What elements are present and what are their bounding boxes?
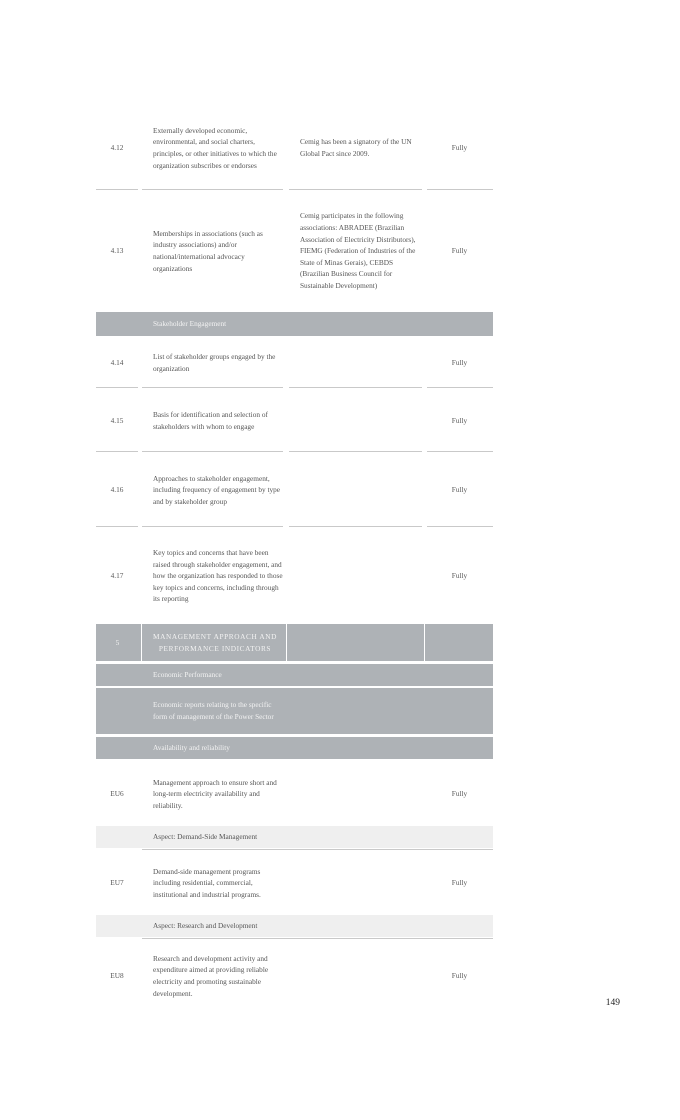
table-row xyxy=(96,340,493,386)
indicator-number: EU8 xyxy=(110,971,124,981)
indicator-status: Fully xyxy=(451,416,468,426)
indicator-description: Key topics and concerns that have been raised through stakeholder engagement, and how the organization has responded to those key topics and concerns, including through its reporting xyxy=(153,548,283,604)
section-title: Stakeholder Engagement xyxy=(153,319,227,329)
indicator-description: Memberships in associations (such as industry associations) and/or national/international advocacy organizations xyxy=(153,228,263,273)
subsection-title: Availability and reliability xyxy=(153,743,230,753)
table-row xyxy=(96,392,493,450)
aspect-demand-side-management xyxy=(96,826,493,848)
indicator-description: Externally developed economic, environmental, and social charters, principles, or other initiatives to which the organization subscribes or endorses xyxy=(153,125,277,170)
subsection-economic-reports xyxy=(96,688,493,734)
page-number: 149 xyxy=(605,998,620,1008)
indicator-status: Fully xyxy=(451,878,468,888)
table-row xyxy=(96,768,493,820)
indicator-comment: Cemig participates in the following associations: ABRADEE (Brazilian Association of Electricity Distributors), FIEMG (Federation of Industries of the State of Minas Gerais), CEBDS (Brazilian Business Council for Sustainable Development) xyxy=(300,211,416,290)
indicator-description: Approaches to stakeholder engagement, including frequency of engagement by type and by stakeholder group xyxy=(153,473,281,506)
row-divider xyxy=(96,451,493,452)
section-header-stakeholder-engagement xyxy=(96,312,493,336)
subsection-economic-performance xyxy=(96,664,493,686)
indicator-number: 4.17 xyxy=(110,571,124,581)
indicator-status: Fully xyxy=(451,971,468,981)
row-divider xyxy=(96,938,493,939)
indicator-description: List of stakeholder groups engaged by the organization xyxy=(153,352,276,373)
indicator-status: Fully xyxy=(451,571,468,581)
indicator-comment: Cemig has been a signatory of the UN Global Pact since 2009. xyxy=(300,137,412,158)
indicator-number: EU6 xyxy=(110,789,124,799)
table-row xyxy=(96,458,493,522)
subsection-title: Economic Performance xyxy=(153,670,222,680)
indicator-number: 4.14 xyxy=(110,358,124,368)
indicator-description: Management approach to ensure short and long-term electricity availability and reliability. xyxy=(153,777,277,810)
aspect-title: Aspect: Demand-Side Management xyxy=(153,832,258,842)
indicator-description: Demand-side management programs including residential, commercial, institutional and industrial programs. xyxy=(153,866,261,899)
indicator-number: 4.15 xyxy=(110,416,124,426)
row-divider xyxy=(96,526,493,527)
subsection-availability-reliability xyxy=(96,737,493,759)
section-title: MANAGEMENT APPROACH AND PERFORMANCE INDICATORS xyxy=(153,631,277,653)
table-row xyxy=(96,858,493,908)
indicator-status: Fully xyxy=(451,789,468,799)
indicator-description: Basis for identification and selection of stakeholders with whom to engage xyxy=(153,410,268,431)
table-row xyxy=(96,534,493,618)
indicator-status: Fully xyxy=(451,246,468,256)
indicator-description: Research and development activity and expenditure aimed at providing reliable electricity and promoting sustainable development. xyxy=(153,953,269,998)
aspect-title: Aspect: Research and Development xyxy=(153,921,258,931)
row-divider xyxy=(96,387,493,388)
indicator-number: 4.16 xyxy=(110,485,124,495)
table-row xyxy=(96,108,493,188)
row-divider xyxy=(96,189,493,190)
aspect-research-development xyxy=(96,915,493,937)
indicator-status: Fully xyxy=(451,358,468,368)
indicator-number: 4.12 xyxy=(110,143,124,153)
table-row xyxy=(96,948,493,1004)
table-row xyxy=(96,196,493,306)
indicator-number: 4.13 xyxy=(110,246,124,256)
section-header-management-approach xyxy=(96,624,493,661)
row-divider xyxy=(96,849,493,850)
indicator-status: Fully xyxy=(451,143,468,153)
subsection-title: Economic reports relating to the specific form of management of the Power Sector xyxy=(153,700,274,721)
indicator-status: Fully xyxy=(451,485,468,495)
section-number: 5 xyxy=(115,637,120,647)
indicator-number: EU7 xyxy=(110,878,124,888)
